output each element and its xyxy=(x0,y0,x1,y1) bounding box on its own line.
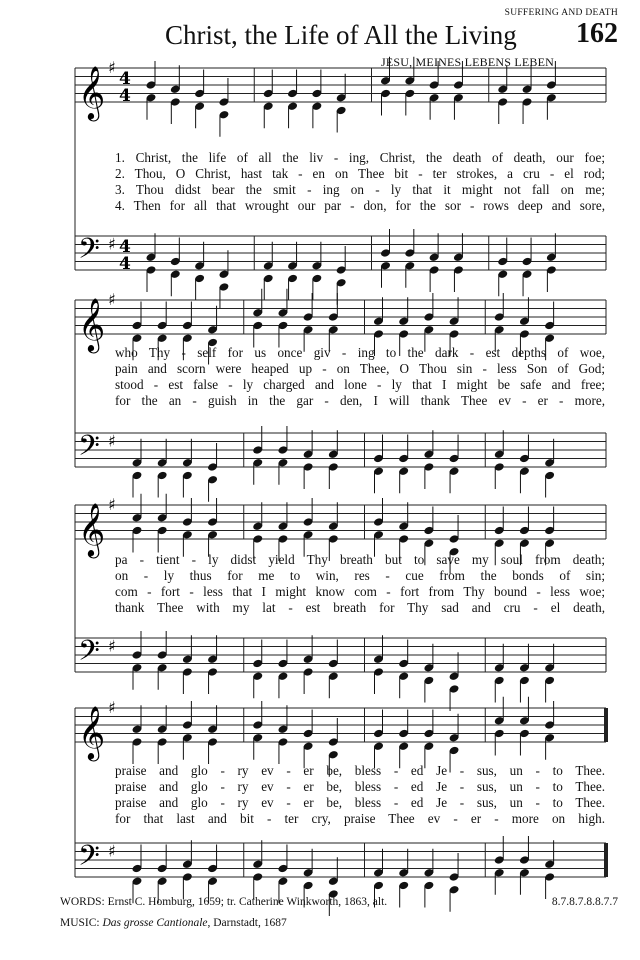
key-signature-sharp: ♯ xyxy=(108,495,116,514)
lyric-line: 2. Thou, O Christ, hast tak - en on Thee bit - ter strokes, a cru - el rod; xyxy=(115,166,605,181)
lyrics-system-2 xyxy=(115,345,605,409)
lyric-line: stood - est false - ly charged and lone - ly that I might be safe and free; xyxy=(115,377,605,392)
bass-clef-icon: 𝄢 xyxy=(78,232,100,273)
lyric-line: 4. Then for all that wrought our par - don, for the sor - rows deep and sore, xyxy=(115,198,605,213)
lyric-line: who Thy - self for us once giv - ing to the dark - est depths of woe, xyxy=(115,345,605,360)
treble-clef-icon: 𝄞 xyxy=(78,297,106,351)
treble-clef-icon: 𝄞 xyxy=(78,705,106,759)
hymn-title: Christ, the Life of All the Living xyxy=(165,20,517,50)
music-credit xyxy=(60,917,287,929)
key-signature-sharp: ♯ xyxy=(108,58,116,77)
treble-clef-icon: 𝄞 xyxy=(78,65,106,119)
key-signature-sharp: ♯ xyxy=(108,636,116,656)
time-signature: 4 xyxy=(119,237,131,257)
treble-clef-icon: 𝄞 xyxy=(78,502,106,556)
lyric-line: for that last and bit - ter cry, praise Thee ev - er - more on high. xyxy=(115,811,605,826)
hymn-number: 162 xyxy=(576,18,618,49)
lyric-line: pain and scorn were heaped up - on Thee, O Thou sin - less Son of God; xyxy=(115,361,605,376)
time-signature: 4 xyxy=(119,254,131,274)
tune-name: JESU, MEINES LEBENS LEBEN xyxy=(381,55,554,69)
lyrics-system-1 xyxy=(115,150,605,214)
key-signature-sharp: ♯ xyxy=(108,431,116,451)
lyric-line: pa - tient - ly didst yield Thy breath but to save my soul from death; xyxy=(115,552,605,567)
bass-clef-icon: 𝄢 xyxy=(78,634,100,675)
meter: 8.7.8.7.8.8.7.7 xyxy=(551,896,618,908)
bass-clef-icon: 𝄢 xyxy=(78,429,100,470)
lyric-line: com - fort - less that I might know com - fort from Thy bound - less woe; xyxy=(115,584,605,599)
words-credit: WORDS: Ernst C. Homburg, 1659; tr. Catherine Winkworth, 1863, alt. xyxy=(60,896,388,908)
lyric-line: praise and glo - ry ev - er be, bless - ed Je - sus, un - to Thee. xyxy=(115,763,605,778)
time-signature: 4 xyxy=(119,69,131,89)
bass-clef-icon: 𝄢 xyxy=(78,839,100,880)
music-source: Das grosse Cantionale xyxy=(102,917,208,929)
lyric-line: praise and glo - ry ev - er be, bless - ed Je - sus, un - to Thee. xyxy=(115,779,605,794)
key-signature-sharp: ♯ xyxy=(108,698,116,717)
lyrics-system-4 xyxy=(115,763,605,827)
lyric-line: 1. Christ, the life of all the liv - ing, Christ, the death of death, our foe; xyxy=(115,150,605,165)
key-signature-sharp: ♯ xyxy=(108,290,116,309)
lyric-line: on - ly thus for me to win, res - cue from the bonds of sin; xyxy=(115,568,605,583)
music-source-details: , Darnstadt, 1687 xyxy=(207,917,287,929)
lyric-line: praise and glo - ry ev - er be, bless - ed Je - sus, un - to Thee. xyxy=(115,795,605,810)
music-label: MUSIC: xyxy=(60,917,103,929)
lyric-line: for the an - guish in the gar - den, I will thank Thee ev - er - more, xyxy=(115,393,605,408)
lyric-line: thank Thee with my lat - est breath for Thy sad and cru - el death, xyxy=(115,600,605,615)
lyric-line: 3. Thou didst bear the smit - ing on - ly that it might not fall on me; xyxy=(115,182,605,197)
key-signature-sharp: ♯ xyxy=(108,234,116,254)
key-signature-sharp: ♯ xyxy=(108,841,116,861)
time-signature: 4 xyxy=(119,86,131,106)
lyrics-system-3 xyxy=(115,552,605,616)
section-heading: SUFFERING AND DEATH xyxy=(504,8,618,18)
